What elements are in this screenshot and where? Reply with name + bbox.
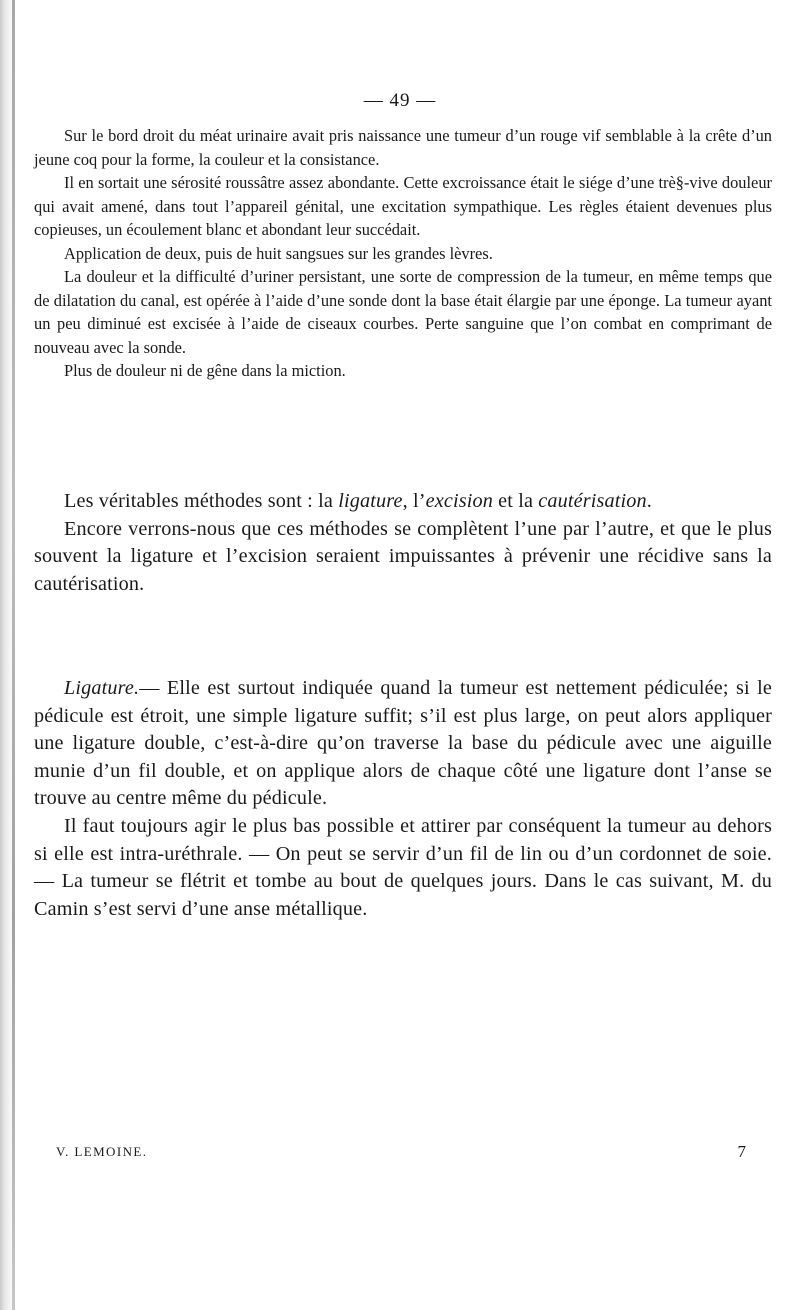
term-excision: excision <box>425 490 493 512</box>
paragraph-serosity: Il en sortait une sérosité roussâtre assez abondante. Cette excroissance était le siége d’une trè§-vive douleur qui avait amené, dans tout l’appareil génital, une excitation sympathique. Les règles étaient devenues plus copieuses, un écoulement blanc et abondant leur succédait. <box>34 173 772 239</box>
methods-conjunction: et la <box>492 490 539 512</box>
methods-intro-text: Les véritables méthodes sont : la <box>64 490 339 512</box>
methods-separator: , l’ <box>402 490 426 512</box>
ligature-body: — Elle est surtout indiquée quand la tumeur est nettement pédiculée; si le pédicule est étroit, une simple ligature suffit; s’il est plus large, on peut alors appliquer une ligature double, c’est-à-dire qu’on traverse la base du pédicule avec une aiguille munie d’un fil double, et on applique alors de chaque côté une ligature dont l’anse se trouve au centre même du pédicule. <box>34 677 772 810</box>
paragraph-outcome: Plus de douleur ni de gêne dans la miction. <box>64 361 346 380</box>
paragraph-methods-complement: Encore verrons-nous que ces méthodes se complètent l’une par l’autre, et que le plus souvent la ligature et l’excision seraient impuissantes à prévenir une récidive sans la cautérisation. <box>34 517 772 595</box>
ligature-section <box>34 675 772 923</box>
paragraph-compression: La douleur et la difficulté d’uriner persistant, une sorte de compression de la tumeur, en même temps que de dilatation du canal, est opérée à l’aide d’une sonde dont la base était élargie par une éponge. La tumeur ayant un peu diminué est excisée à l’aide de ciseaux courbes. Perte sanguine que l’on combat en comprimant de nouveau avec la sonde. <box>34 267 772 357</box>
footer-signature: V. LEMOINE. <box>56 1144 148 1159</box>
case-report-section <box>34 124 772 383</box>
paragraph-methods <box>34 488 772 516</box>
paragraph-procedure: Il faut toujours agir le plus bas possible et attirer par conséquent la tumeur au dehors si elle est intra-uréthrale. — On peut se servir d’un fil de lin ou d’un cordonnet de soie. — La tumeur se flétrit et tombe au bout de quelques jours. Dans le cas suivant, M. du Camin s’est servi d’une anse métallique. <box>34 814 772 920</box>
paragraph-tumor-description: Sur le bord droit du méat urinaire avait pris naissance une tumeur d’un rouge vif semblable à la crête d’un jeune coq pour la forme, la couleur et la consistance. <box>34 126 772 169</box>
methods-section <box>34 488 772 598</box>
binding-edge <box>12 0 15 1310</box>
term-cauterisation: cautérisation <box>538 490 647 512</box>
paragraph-leeches: Application de deux, puis de huit sangsues sur les grandes lèvres. <box>64 243 493 263</box>
methods-period: . <box>646 490 652 512</box>
page-number: — 49 — <box>363 90 437 111</box>
paragraph-ligature <box>34 675 772 813</box>
term-ligature: ligature <box>338 490 403 512</box>
ligature-heading: Ligature. <box>64 677 140 699</box>
footer-sheet-number: 7 <box>737 1142 746 1161</box>
